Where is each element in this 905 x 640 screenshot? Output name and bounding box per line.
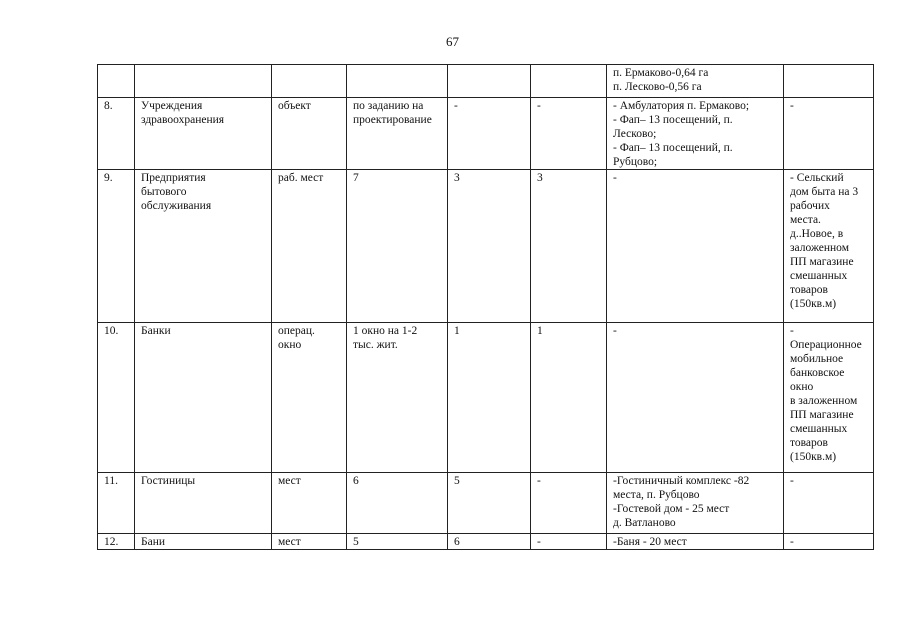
planned-cell: - Операционное мобильное банковское окно в заложенном ПП магазине смешанных товаров (150кв.м) <box>784 323 874 473</box>
existing-cell: - Амбулатория п. Ермаково; - Фап– 13 посещений, п. Лесково; - Фап– 13 посещений, п. Рубцово; <box>607 98 784 170</box>
value-cell: 3 <box>448 170 531 323</box>
facilities-table <box>97 64 874 550</box>
existing-cell: п. Ермаково-0,64 га п. Лесково-0,56 га <box>607 65 784 98</box>
table-row <box>98 98 874 170</box>
norm-cell: 7 <box>347 170 448 323</box>
facility-name-cell: Банки <box>135 323 272 473</box>
table-row <box>98 170 874 323</box>
unit-cell: операц. окно <box>272 323 347 473</box>
value-cell: - <box>531 98 607 170</box>
planned-cell: - <box>784 534 874 550</box>
planned-cell: - Сельский дом быта на 3 рабочих места. д..Новое, в заложенном ПП магазине смешанных товаров (150кв.м) <box>784 170 874 323</box>
existing-cell: -Гостиничный комплекс -82 места, п. Рубцово -Гостевой дом - 25 мест д. Ватланово <box>607 473 784 534</box>
norm-cell: 6 <box>347 473 448 534</box>
norm-cell: 5 <box>347 534 448 550</box>
value-cell: 6 <box>448 534 531 550</box>
table-row <box>98 323 874 473</box>
facility-name-cell: Учреждения здравоохранения <box>135 98 272 170</box>
value-cell: 3 <box>531 170 607 323</box>
value-cell: - <box>448 98 531 170</box>
planned-cell <box>784 65 874 98</box>
planned-cell: - <box>784 98 874 170</box>
existing-cell: -Баня - 20 мест <box>607 534 784 550</box>
value-cell: 5 <box>448 473 531 534</box>
norm-cell <box>347 65 448 98</box>
norm-cell: по заданию на проектирование <box>347 98 448 170</box>
value-cell: 1 <box>531 323 607 473</box>
value-cell: - <box>531 473 607 534</box>
facility-name-cell <box>135 65 272 98</box>
page-number: 67 <box>446 34 459 49</box>
planned-cell: - <box>784 473 874 534</box>
existing-cell: - <box>607 323 784 473</box>
unit-cell: раб. мест <box>272 170 347 323</box>
row-number-cell: 9. <box>98 170 135 323</box>
value-cell: - <box>531 534 607 550</box>
existing-cell: - <box>607 170 784 323</box>
value-cell: 1 <box>448 323 531 473</box>
unit-cell: объект <box>272 98 347 170</box>
row-number-cell: 8. <box>98 98 135 170</box>
unit-cell: мест <box>272 534 347 550</box>
table-row <box>98 473 874 534</box>
table-row <box>98 65 874 98</box>
unit-cell <box>272 65 347 98</box>
row-number-cell: 12. <box>98 534 135 550</box>
facility-name-cell: Гостиницы <box>135 473 272 534</box>
value-cell <box>448 65 531 98</box>
facility-name-cell: Бани <box>135 534 272 550</box>
unit-cell: мест <box>272 473 347 534</box>
row-number-cell: 11. <box>98 473 135 534</box>
value-cell <box>531 65 607 98</box>
facility-name-cell: Предприятия бытового обслуживания <box>135 170 272 323</box>
row-number-cell <box>98 65 135 98</box>
row-number-cell: 10. <box>98 323 135 473</box>
norm-cell: 1 окно на 1-2 тыс. жит. <box>347 323 448 473</box>
table-row <box>98 534 874 550</box>
